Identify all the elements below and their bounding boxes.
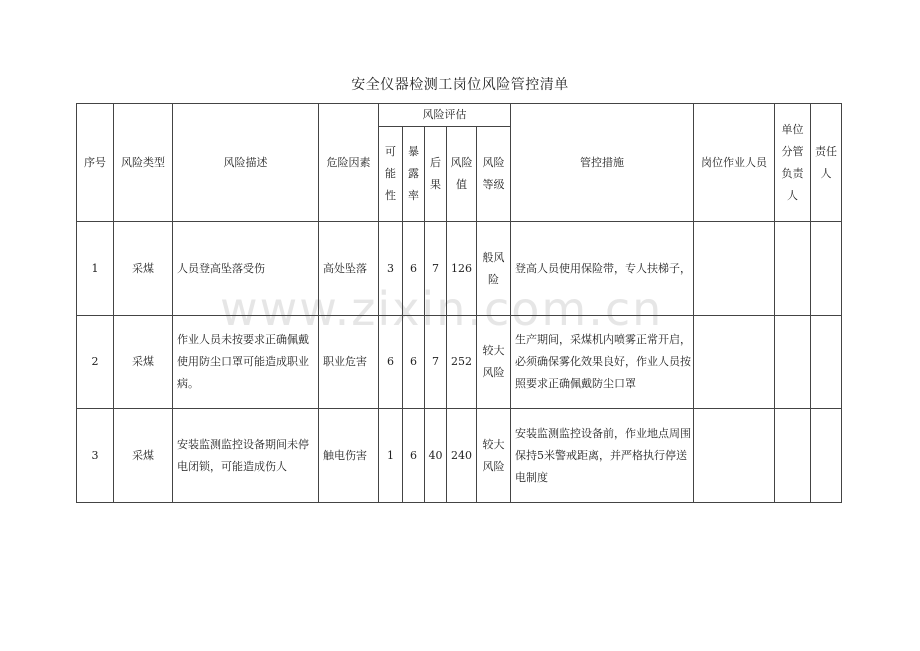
row-seq: 2 [77, 316, 114, 409]
row-type: 采煤 [114, 316, 173, 409]
header-post-staff: 岗位作业人员 [694, 104, 775, 222]
header-responsible: 责任人 [811, 104, 842, 222]
row-seq: 3 [77, 409, 114, 503]
table-row [77, 409, 842, 503]
row-type: 采煤 [114, 409, 173, 503]
row-unit-lead [775, 222, 811, 316]
table-row [77, 222, 842, 316]
row-measure: 生产期间，采煤机内喷雾正常开启，必须确保雾化效果良好，作业人员按照要求正确佩戴防尘口罩 [511, 316, 694, 409]
row-consequence: 40 [425, 409, 447, 503]
row-type: 采煤 [114, 222, 173, 316]
row-risk-level: 较大风险 [477, 409, 511, 503]
row-hazard: 触电伤害 [319, 409, 379, 503]
row-consequence: 7 [425, 222, 447, 316]
row-responsible [811, 222, 842, 316]
row-post-staff [694, 409, 775, 503]
row-risk-value: 252 [447, 316, 477, 409]
page-title: 安全仪器检测工岗位风险管控清单 [351, 77, 569, 93]
row-likelihood: 6 [379, 316, 403, 409]
row-risk-level: 较大风险 [477, 316, 511, 409]
row-post-staff [694, 222, 775, 316]
row-risk-value: 126 [447, 222, 477, 316]
row-exposure: 6 [403, 222, 425, 316]
header-unit-lead: 单位分管负责人 [775, 104, 811, 222]
header-exposure: 暴露率 [403, 127, 425, 222]
header-risk-value: 风险值 [447, 127, 477, 222]
header-seq: 序号 [77, 104, 114, 222]
row-consequence: 7 [425, 316, 447, 409]
header-risk-type: 风险类型 [114, 104, 173, 222]
row-likelihood: 1 [379, 409, 403, 503]
row-desc: 作业人员未按要求正确佩戴使用防尘口罩可能造成职业病。 [173, 316, 319, 409]
table-row [77, 316, 842, 409]
header-risk-desc: 风险描述 [173, 104, 319, 222]
row-seq: 1 [77, 222, 114, 316]
row-desc: 人员登高坠落受伤 [173, 222, 319, 316]
header-measures: 管控措施 [511, 104, 694, 222]
row-risk-value: 240 [447, 409, 477, 503]
row-responsible [811, 316, 842, 409]
row-hazard: 高处坠落 [319, 222, 379, 316]
row-unit-lead [775, 409, 811, 503]
row-desc: 安装监测监控设备期间未停电闭锁，可能造成伤人 [173, 409, 319, 503]
row-unit-lead [775, 316, 811, 409]
row-responsible [811, 409, 842, 503]
watermark: www.zixin.com.cn [220, 282, 664, 336]
row-exposure: 6 [403, 316, 425, 409]
row-risk-level: 般风险 [477, 222, 511, 316]
row-likelihood: 3 [379, 222, 403, 316]
header-hazard: 危险因素 [319, 104, 379, 222]
row-hazard: 职业危害 [319, 316, 379, 409]
row-measure: 安装监测监控设备前，作业地点周围保持5米警戒距离，并严格执行停送电制度 [511, 409, 694, 503]
row-measure: 登高人员使用保险带，专人扶梯子， [511, 222, 694, 316]
row-post-staff [694, 316, 775, 409]
header-likelihood: 可能性 [379, 127, 403, 222]
header-risk-level: 风险等级 [477, 127, 511, 222]
row-exposure: 6 [403, 409, 425, 503]
risk-control-table [76, 103, 842, 503]
header-consequence: 后果 [425, 127, 447, 222]
header-risk-eval: 风险评估 [379, 104, 511, 127]
